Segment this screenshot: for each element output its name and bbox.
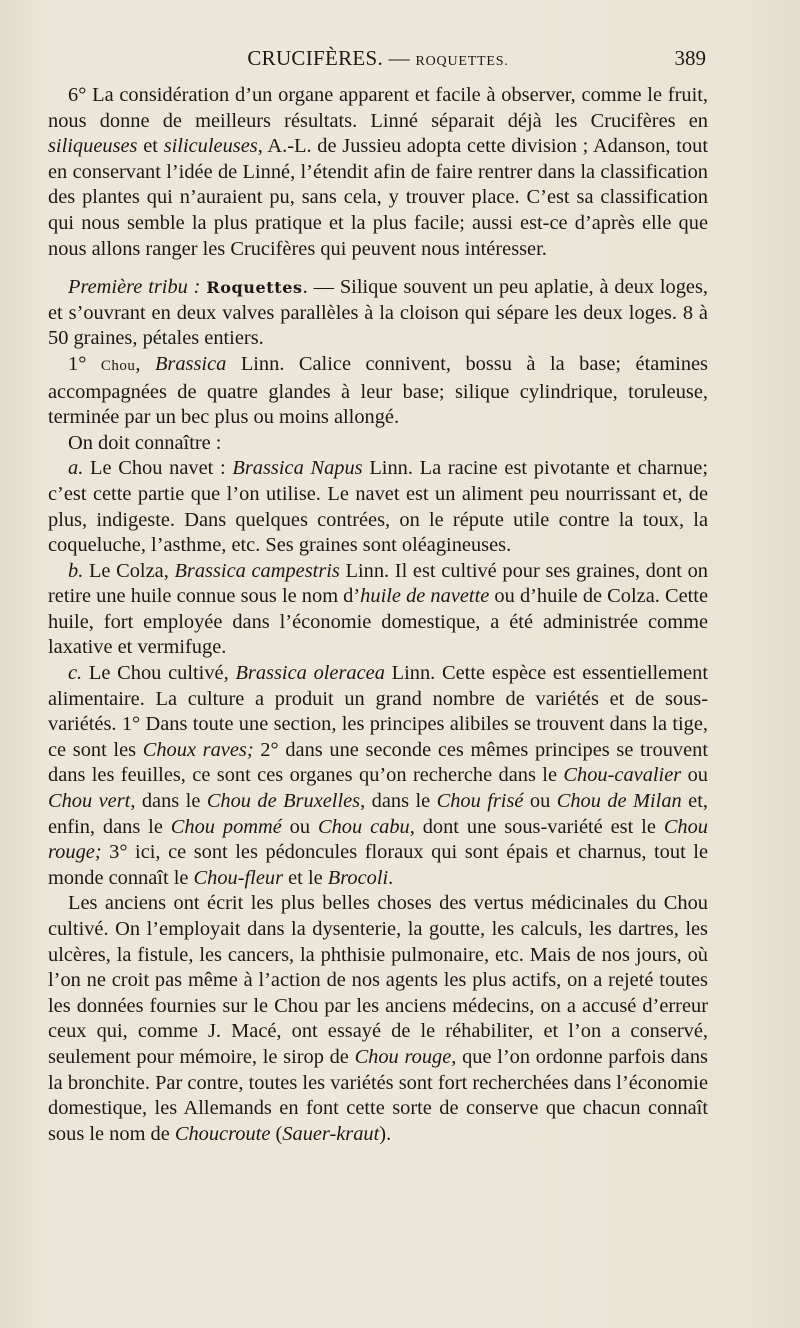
- variety-name: Chou-fleur: [193, 866, 284, 889]
- dish-name: Choucroute: [174, 1122, 271, 1145]
- text-run: et: [137, 135, 164, 158]
- item-letter: b.: [68, 559, 84, 582]
- paragraph-chou-navet: [48, 456, 708, 558]
- text-run: Linn. Cette espèce est essentiellement alimentaire. La culture a produit un grand nombre de variétés et de sous-variétés. 1° Dans toute une section, les principes alibiles se trouvent dans la tige, ce sont les: [48, 662, 709, 761]
- text-run: ou: [681, 764, 708, 787]
- text-run: Linn. Calice connivent, bossu à la base; étamines accompagnées de quatre glandes à leur base; silique cylindrique, toruleuse, terminée par un bec plus ou moins allongé.: [48, 352, 708, 429]
- text-run: 3° ici, ce sont les pédoncules floraux qui sont épais et charnus, tout le monde connaît le: [48, 841, 708, 889]
- text-run: Le Colza,: [83, 559, 175, 582]
- text-run: Les anciens ont écrit les plus belles choses des vertus médicinales du Chou cultivé. On l’employait dans la dysenterie, la goutte, les calculs, les dartres, les ulcères, la fistule, les cancers, la phthisie pulmonaire, etc. Mais de nos jours, où l’on ne croit pas même à l’action de nos agents les plus actifs, on a rejeté toutes les données fournies sur le Chou par les anciens médecins, on a accusé d’erreur ceux qui, comme J. Macé, ont essayé de le réhabiliter, et l’on a conservé, seulement pour mémoire, le sirop de: [48, 892, 708, 1068]
- variety-name: Brocoli: [327, 866, 389, 889]
- dish-name-german: Sauer-kraut: [282, 1122, 380, 1145]
- tribe-name: Roquettes: [206, 278, 303, 298]
- text-run: , dont une sous-variété est le: [409, 815, 664, 838]
- body-text: [48, 83, 708, 1147]
- term-siliqueuses: siliqueuses: [48, 135, 138, 158]
- text-run: .: [388, 866, 394, 889]
- running-title-separator: —: [383, 46, 416, 70]
- running-title-main: CRUCIFÈRES.: [247, 46, 384, 70]
- text-run: On doit connaître :: [68, 431, 222, 454]
- text-run: (: [270, 1122, 283, 1145]
- text-run: et, enfin, dans le: [48, 790, 708, 838]
- running-title: [48, 46, 708, 71]
- species-name: Brassica campestris: [174, 559, 340, 582]
- variety-name: Chou frisé: [436, 790, 524, 813]
- text-run: . — Silique souvent un peu aplatie, à deux loges, et s’ouvrant en deux valves parallèles à la cloison qui sépare les deux loges. 8 à 50 graines, pétales entiers.: [48, 276, 708, 350]
- text-run: 1°: [68, 352, 101, 375]
- text-run: , que l’on ordonne parfois dans la bronchite. Par contre, toutes les variétés sont fort recherchées dans l’économie domestique, les Allemands en font cette sorte de conserve que chacun connaît sous le nom de: [48, 1045, 708, 1145]
- paragraph-chou-genus: [48, 352, 708, 431]
- text-run: et le: [283, 866, 328, 889]
- text-run: Linn. Il est cultivé pour ses graines, dont on retire une huile connue sous le nom d’: [48, 559, 708, 608]
- oil-name: huile de navette: [360, 585, 490, 608]
- text-run: ).: [379, 1122, 392, 1145]
- text-run: ou: [523, 790, 557, 813]
- preparation-name: Chou rouge: [354, 1045, 452, 1068]
- variety-name: Chou de Bruxelles: [206, 790, 361, 813]
- page-number: 389: [674, 46, 706, 70]
- paragraph-chou-cultive: [48, 661, 708, 891]
- paragraph-on-doit: [48, 431, 708, 457]
- page-header: [48, 46, 708, 76]
- genus-common-name: Chou: [100, 357, 136, 374]
- variety-name: Chou-cavalier: [563, 764, 682, 787]
- running-title-sub: ROQUETTES.: [415, 54, 509, 69]
- paragraph-colza: [48, 559, 708, 661]
- genus-latin-name: Brassica: [154, 352, 227, 375]
- variety-name: Chou de Milan: [556, 790, 682, 813]
- text-run: 6° La considération d’un organe apparent et facile à observer, comme le fruit, nous donne de meilleurs résultats. Linné séparait déjà les Crucifères en: [48, 84, 708, 132]
- item-letter: c.: [68, 662, 83, 685]
- text-run: Le Chou cultivé,: [82, 662, 236, 685]
- tribe-label: Première tribu :: [68, 276, 201, 299]
- paragraph-anciens: [48, 891, 708, 1147]
- item-letter: a.: [68, 457, 84, 480]
- term-siliculeuses: siliculeuses: [163, 135, 258, 158]
- variety-name: Chou pommé: [170, 815, 282, 838]
- species-name: Brassica Napus: [232, 457, 363, 480]
- variety-name: Chou vert: [48, 790, 131, 813]
- text-run: Linn. La racine est pivotante et charnue; c’est cette partie que l’on utilise. Le navet est un aliment peu nourrissant et, de plus, indigeste. Dans quelques contrées, on le répute utile contre la toux, la coqueluche, l’asthme, etc. Ses graines sont oléagineuses.: [48, 457, 708, 557]
- text-run: ,: [135, 352, 155, 375]
- text-run: ou d’huile de Colza. Cette huile, fort employée dans l’économie domestique, a été administrée comme laxative et vermifuge.: [48, 585, 708, 659]
- text-run: , A.-L. de Jussieu adopta cette division ; Adanson, tout en conservant l’idée de Linné, l’étendit afin de faire rentrer dans la classification des plantes qui n’auraient pu, sans cela, y trouver place. C’est sa classification qui nous semble la plus pratique et la plus facile; aussi est-ce d’après elle que nous allons ranger les Crucifères qui peuvent nous intéresser.: [48, 135, 708, 260]
- species-name: Brassica oleracea: [235, 662, 385, 685]
- paragraph-tribe-roquettes: [48, 275, 708, 352]
- text-run: , dans le: [360, 790, 437, 813]
- text-run: 2° dans une seconde ces mêmes principes se trouvent dans les feuilles, ce sont ces organes qu’on recherche dans le: [48, 738, 708, 787]
- text-run: , dans le: [130, 790, 207, 813]
- variety-name: Chou rouge;: [48, 815, 708, 864]
- paragraph-classification: [48, 83, 708, 262]
- text-run: Le Chou navet :: [83, 457, 233, 480]
- text-run: ou: [281, 815, 318, 838]
- variety-name: Chou cabu: [317, 815, 410, 838]
- variety-name: Choux raves;: [142, 738, 254, 761]
